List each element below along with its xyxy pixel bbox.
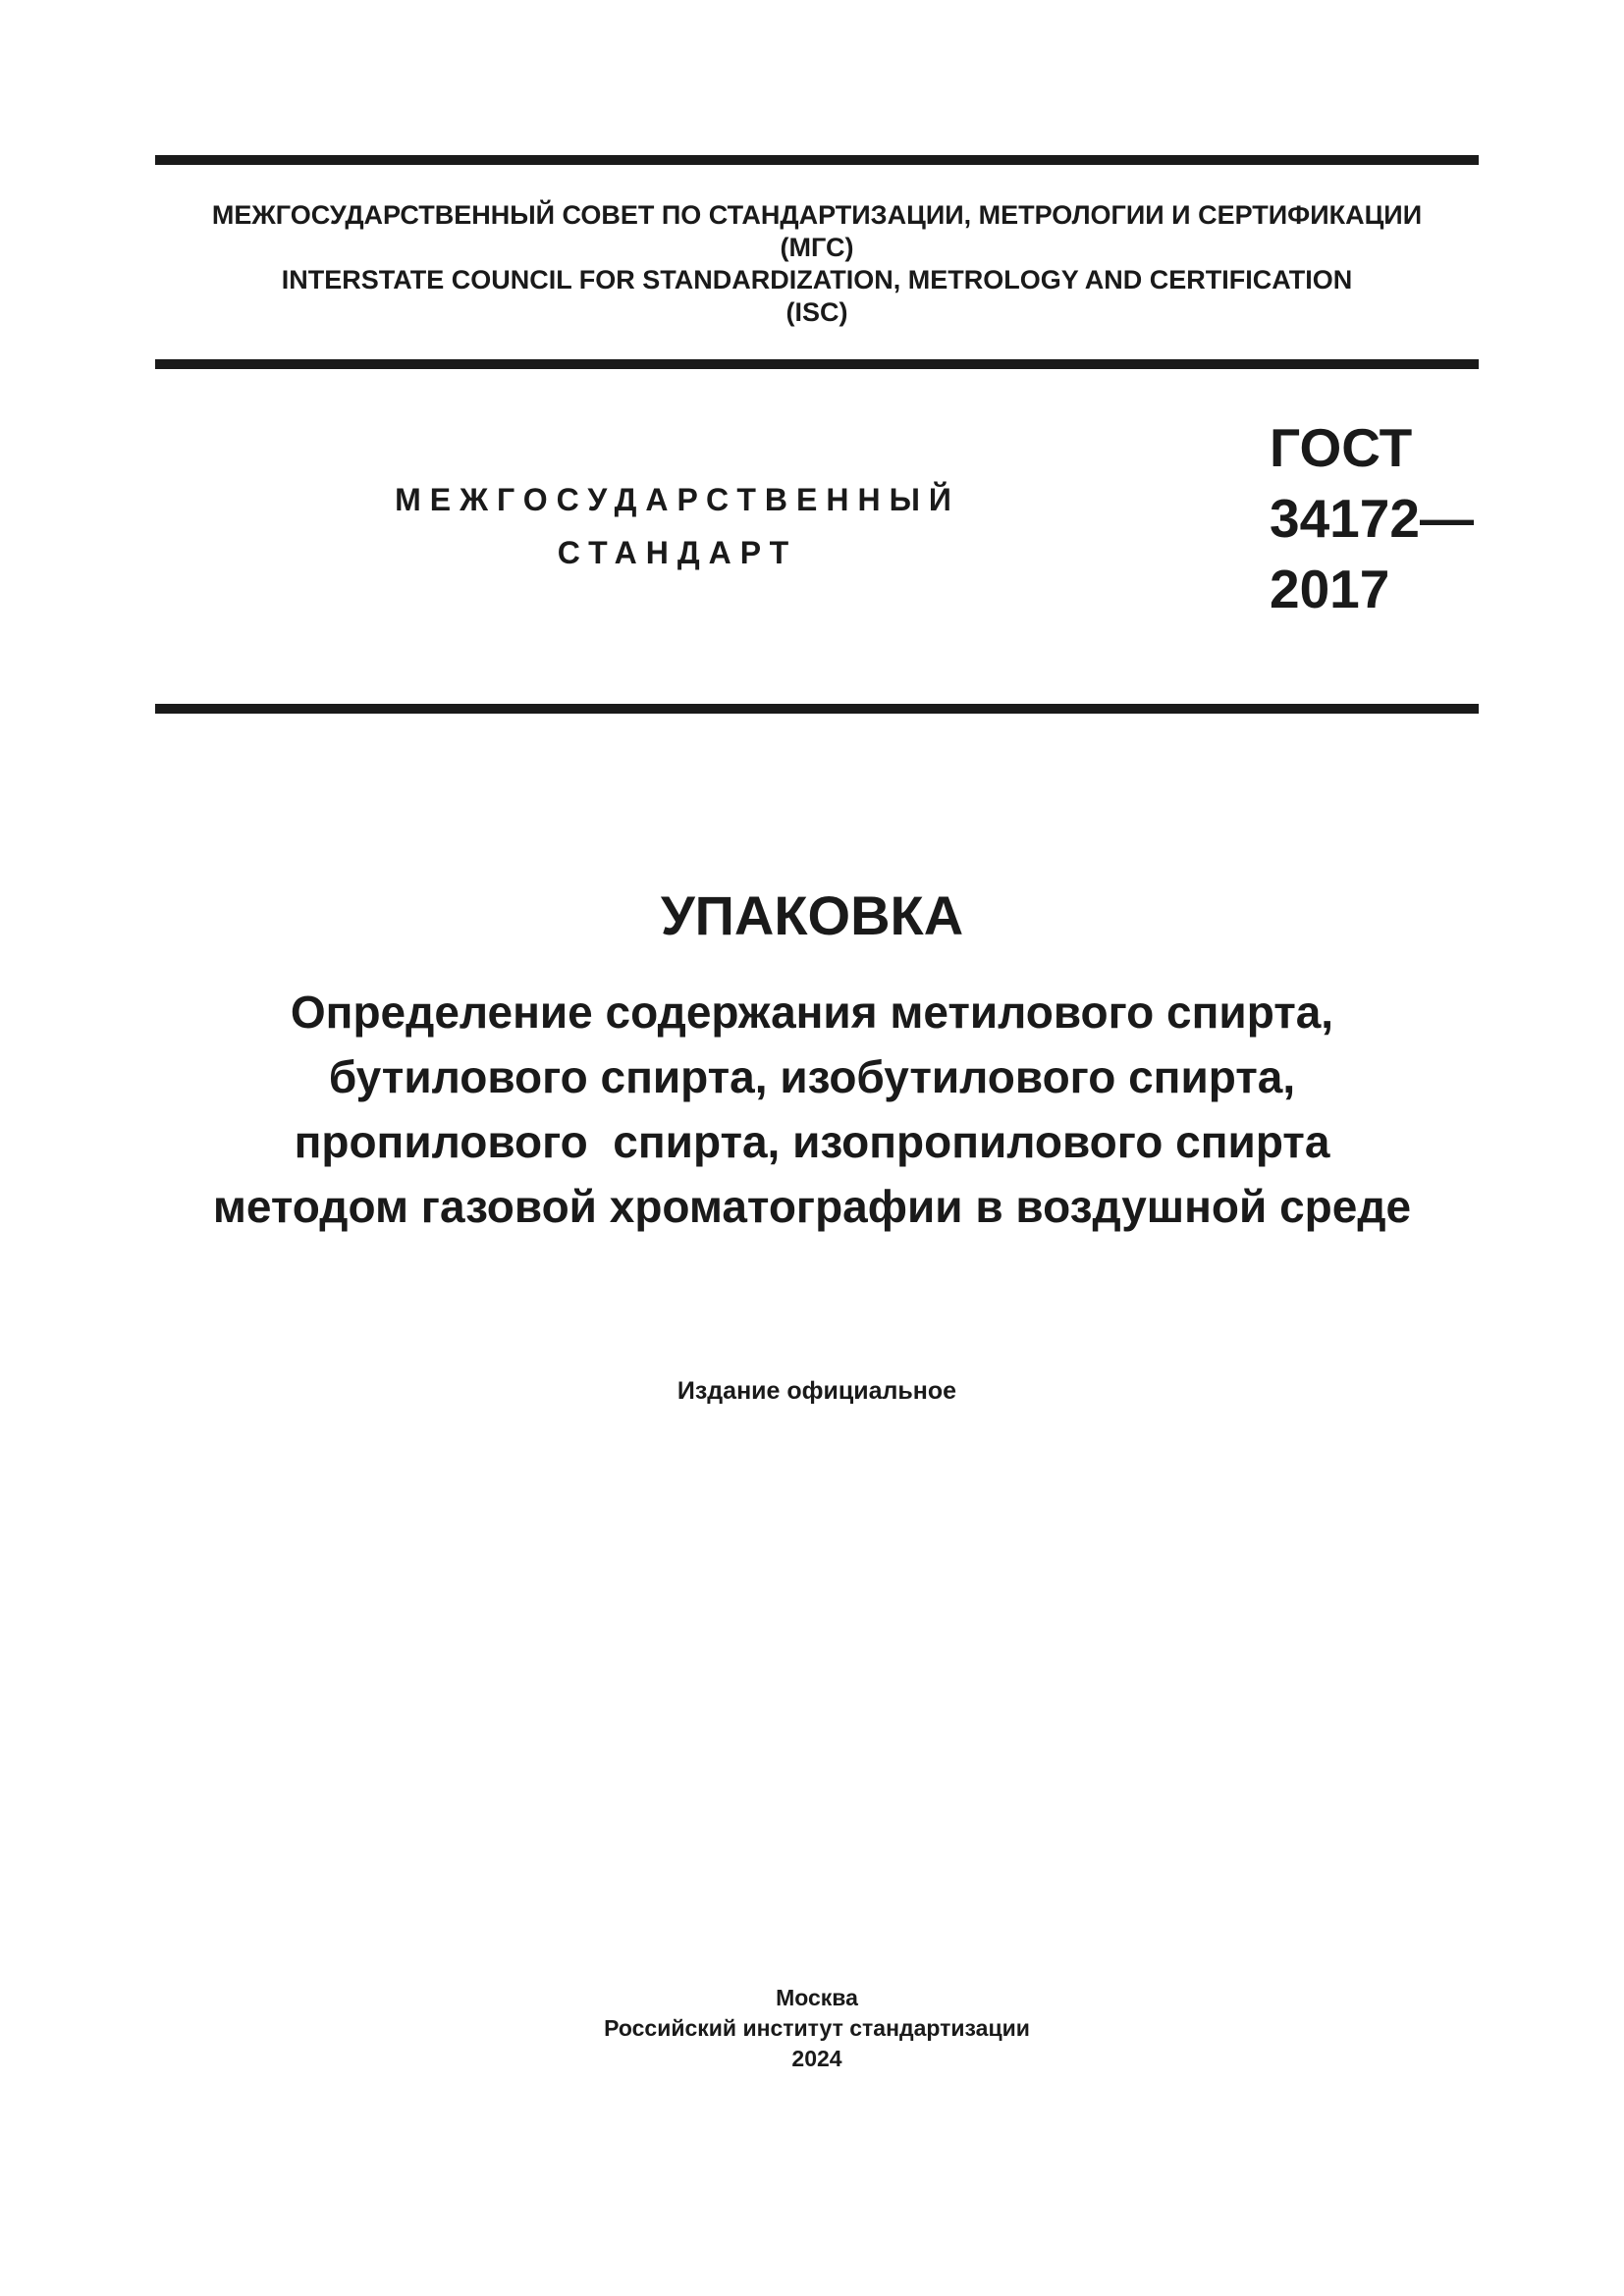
- council-name-en: INTERSTATE COUNCIL FOR STANDARDIZATION, METROLOGY AND CERTIFICATION: [281, 265, 1353, 294]
- council-header: [155, 199, 1479, 329]
- standard-type-line-2: СТАНДАРТ: [557, 535, 798, 570]
- subtitle-line-1: Определение содержания метилового спирта,: [290, 987, 1334, 1038]
- imprint: [155, 1983, 1479, 2074]
- designation-prefix: ГОСТ: [1270, 417, 1413, 478]
- subtitle-line-3: пропилового спирта, изопропилового спирта: [294, 1116, 1330, 1167]
- standard-type-line-1: МЕЖГОСУДАРСТВЕННЫЙ: [395, 482, 960, 517]
- subtitle-line-2: бутилового спирта, изобутилового спирта,: [328, 1051, 1296, 1102]
- imprint-year: 2024: [791, 2046, 842, 2071]
- imprint-publisher: Российский институт стандартизации: [604, 2015, 1030, 2041]
- standard-type-label: [373, 473, 982, 579]
- council-name-ru: МЕЖГОСУДАРСТВЕННЫЙ СОВЕТ ПО СТАНДАРТИЗАЦИИ, МЕТРОЛОГИИ И СЕРТИФИКАЦИИ: [211, 200, 1423, 230]
- designation-rule: [155, 704, 1479, 714]
- document-subtitle: [79, 980, 1545, 1239]
- subtitle-line-4: методом газовой хроматографии в воздушной среде: [212, 1181, 1412, 1232]
- edition-note: Издание официальное: [677, 1377, 957, 1405]
- document-title: УПАКОВКА: [660, 884, 964, 946]
- designation-number: 34172—: [1270, 488, 1474, 549]
- designation-year: 2017: [1270, 559, 1390, 619]
- top-rule: [155, 155, 1479, 165]
- header-rule: [155, 359, 1479, 369]
- imprint-city: Москва: [776, 1985, 858, 2010]
- standard-designation: [1270, 412, 1474, 624]
- council-abbr-en: (ISC): [785, 297, 848, 327]
- council-abbr-ru: (МГС): [780, 233, 854, 262]
